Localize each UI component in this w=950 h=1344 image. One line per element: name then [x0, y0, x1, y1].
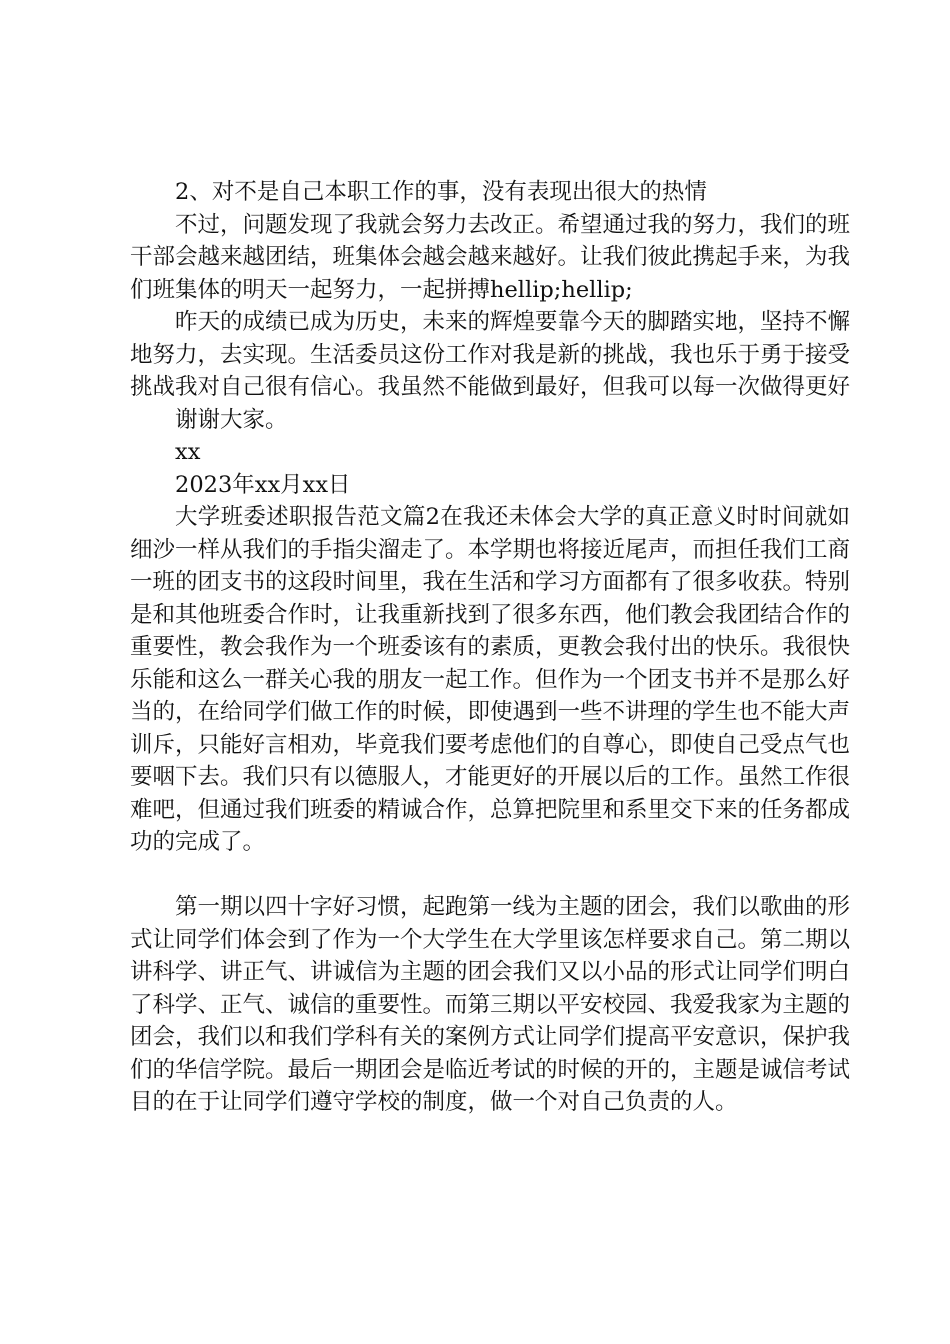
list-item-2: 2、对不是自己本职工作的事，没有表现出很大的热情: [175, 179, 707, 205]
thanks-line: 谢谢大家。: [175, 406, 288, 433]
signature-name: xx: [175, 439, 201, 465]
paragraph-report-2: 大学班委述职报告范文篇2在我还未体会大学的真正意义时时间就如细沙一样从我们的手指尖溜走了。本学期也将接近尾声，而担任我们工商一班的团支书的这段时间里，我在生活和学习方面都有了很多收获。特别是和其他班委合作时，让我重新找到了很多东西，他们教会我团结合作的重要性，教会我作为一个班委该有的素质，更教会我付出的快乐。我很快乐能和这么一群关心我的朋友一起工作。但作为一个团支书并不是那么好当的，在给同学们做工作的时候，即使遇到一些不讲理的学生也不能大声训斥，只能好言相劝，毕竟我们要考虑他们的自尊心，即使自己受点气也要咽下去。我们只有以德服人，才能更好的开展以后的工作。虽然工作很难吧，但通过我们班委的精诚合作，总算把院里和系里交下来的任务都成功的完成了。: [130, 504, 851, 855]
paragraph-improvement: 不过，问题发现了我就会努力去改正。希望通过我的努力，我们的班干部会越来越团结，班集体会越会越来越好。让我们彼此携起手来，为我们班集体的明天一起努力，一起拼搏hellip;hellip;: [130, 211, 851, 303]
paragraph-yesterday: 昨天的成绩已成为历史，未来的辉煌要靠今天的脚踏实地，坚持不懈地努力，去实现。生活委员这份工作对我是新的挑战，我也乐于勇于接受挑战我对自己很有信心。我虽然不能做到最好，但我可以每一次做得更好: [130, 309, 851, 400]
signature-date: 2023年xx月xx日: [175, 471, 351, 498]
document-body: [130, 176, 850, 1119]
paragraph-meetings: 第一期以四十字好习惯，起跑第一线为主题的团会，我们以歌曲的形式让同学们体会到了作为一个大学生在大学里该怎样要求自己。第二期以讲科学、讲正气、讲诚信为主题的团会我们又以小品的形式让同学们明白了科学、正气、诚信的重要性。而第三期以平安校园、我爱我家为主题的团会，我们以和我们学科有关的案例方式让同学们提高平安意识，保护我们的华信学院。最后一期团会是临近考试的时候的开的，主题是诚信考试目的在于让同学们遵守学校的制度，做一个对自己负责的人。: [130, 894, 851, 1115]
paragraph-spacer: [130, 859, 850, 892]
